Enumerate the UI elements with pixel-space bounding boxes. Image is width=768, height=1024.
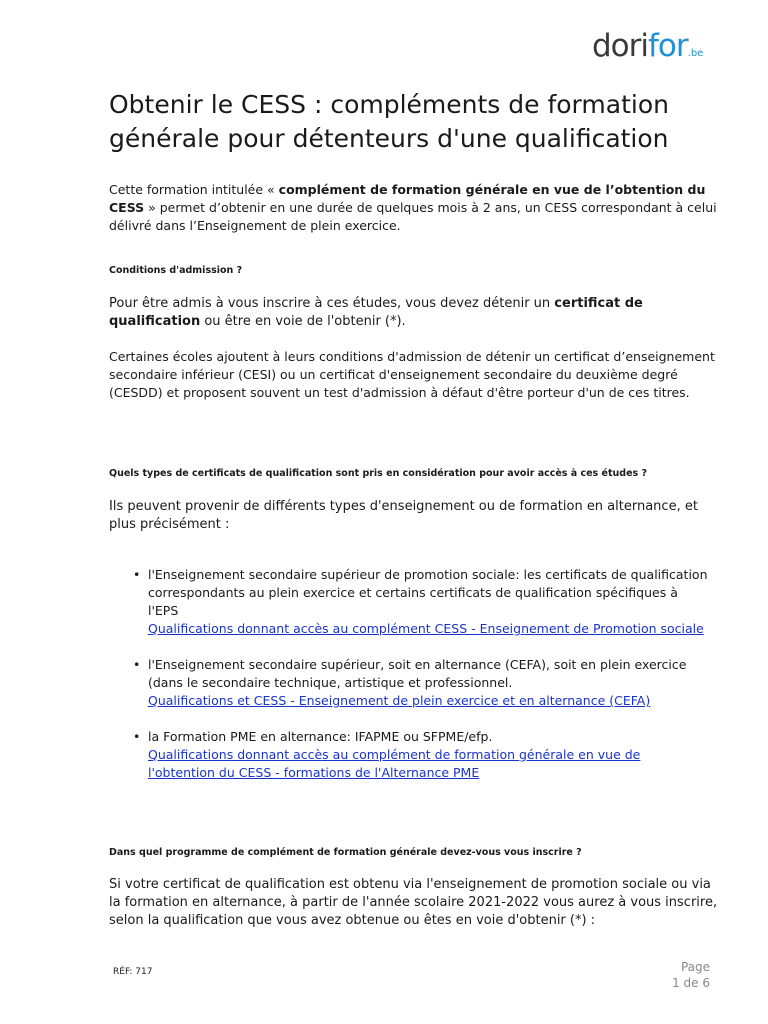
- admission-text-start: Pour être admis à vous inscrire à ces études, vous devez détenir un: [109, 296, 555, 311]
- link-promotion-sociale[interactable]: Qualifications donnant accès au complément CESS - Enseignement de Promotion sociale: [148, 621, 704, 636]
- link-plein-exercice-cefa[interactable]: Qualifications et CESS - Enseignement de plein exercice et en alternance (CEFA): [148, 693, 651, 708]
- page-indicator: [672, 959, 710, 991]
- certificate-types-list: [131, 566, 711, 782]
- list-item-text: l'Enseignement secondaire supérieur, soit en alternance (CEFA), soit en plein exercice (dans le secondaire technique, artistique et professionnel.: [148, 657, 687, 690]
- list-item-text: l'Enseignement secondaire supérieur de promotion sociale: les certificats de qualification correspondants au plein exercice et certains certificats de qualification spécifiques à l'EPS: [148, 567, 708, 618]
- logo-text-dori: dori: [592, 28, 649, 64]
- intro-paragraph: [109, 181, 719, 235]
- admission-text-end: ou être en voie de l'obtenir (*).: [200, 314, 406, 329]
- certificate-types-paragraph: Ils peuvent provenir de différents types d'enseignement ou de formation en alternance, et plus précisément :: [109, 499, 698, 532]
- heading-admission-conditions: Conditions d'admission ?: [109, 265, 243, 276]
- dorifor-logo[interactable]: [592, 28, 703, 68]
- list-item-text: la Formation PME en alternance: IFAPME ou SFPME/efp.: [148, 729, 493, 744]
- list-item: [131, 728, 711, 782]
- heading-program-choice: Dans quel programme de complément de formation générale devez-vous vous inscrire ?: [109, 847, 582, 858]
- intro-text-start: Cette formation intitulée «: [109, 182, 279, 197]
- link-alternance-pme[interactable]: Qualifications donnant accès au complément de formation générale en vue de l'obtention du CESS - formations de l'Alternance PME: [148, 747, 641, 780]
- page-title: Obtenir le CESS : compléments de formation générale pour détenteurs d'une qualification: [109, 90, 669, 153]
- admission-paragraph-2: Certaines écoles ajoutent à leurs conditions d'admission de détenir un certificat d’enseignement secondaire inférieur (CESI) ou un certificat d'enseignement secondaire du deuxième degré (CESDD) et proposent souvent un test d'admission à défaut d'être porteur d'un de ces titres.: [109, 349, 715, 400]
- list-item: [131, 566, 711, 638]
- heading-certificate-types: Quels types de certificats de qualification sont pris en considération pour avoir accès à ces études ?: [109, 468, 647, 479]
- page-count: 1 de 6: [672, 976, 710, 990]
- intro-text-end: » permet d’obtenir en une durée de quelques mois à 2 ans, un CESS correspondant à celui délivré dans l’Enseignement de plein exercice.: [109, 200, 717, 233]
- intro-text-bold: complément de formation générale en vue de l’obtention du CESS: [109, 182, 706, 215]
- reference-number: RÉF: 717: [113, 967, 153, 977]
- list-item: [131, 656, 711, 710]
- admission-text-bold: certificat de qualification: [109, 296, 643, 329]
- page-label: Page: [680, 960, 710, 974]
- logo-text-be: .be: [687, 48, 704, 59]
- logo-text-for: for: [648, 28, 688, 64]
- admission-paragraph-1: [109, 295, 719, 331]
- program-choice-paragraph: Si votre certificat de qualification est obtenu via l'enseignement de promotion sociale ou via la formation en alternance, à partir de l'année scolaire 2021-2022 vous aurez à vous inscrire, selon la qualification que vous avez obtenue ou êtes en voie d'obtenir (*) :: [109, 877, 718, 928]
